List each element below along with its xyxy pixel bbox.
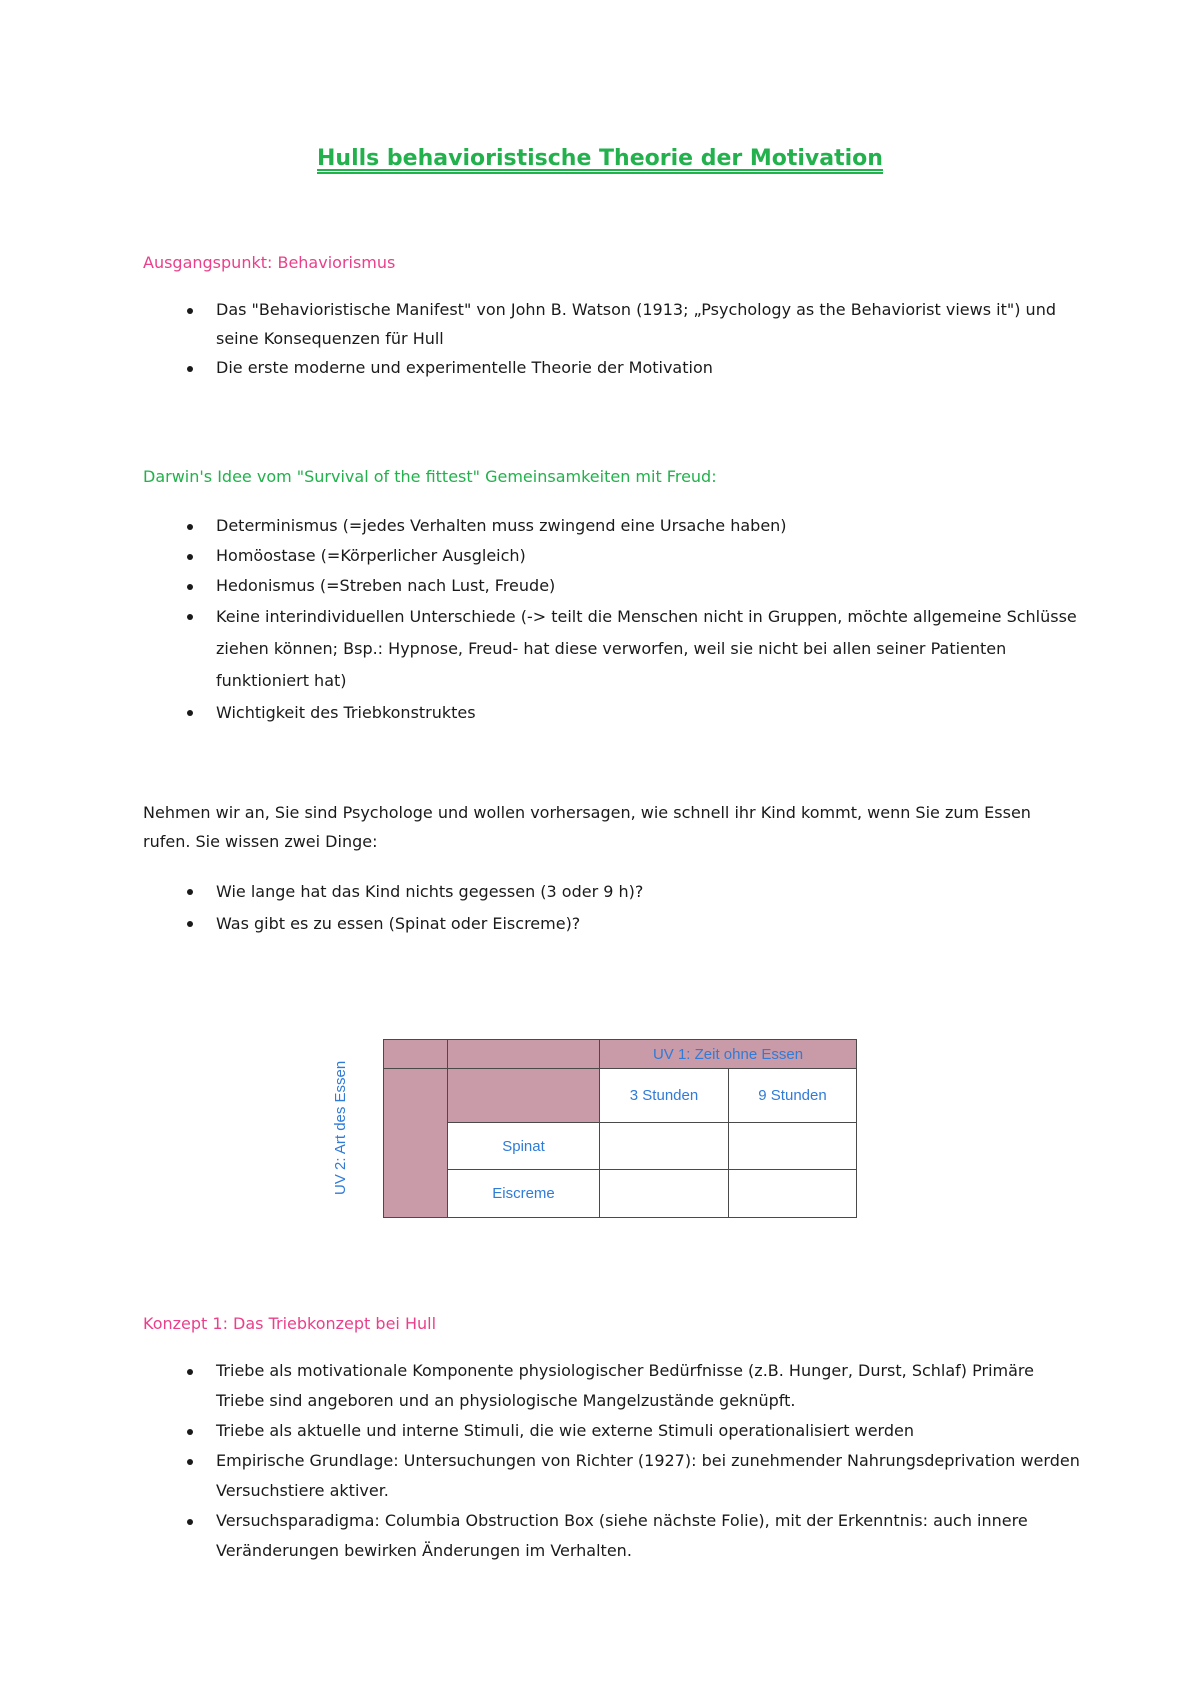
uv1-header: UV 1: Zeit ohne Essen <box>600 1040 857 1069</box>
row-header: Spinat <box>448 1123 600 1170</box>
list-item: Homöostase (=Körperlicher Ausgleich) <box>143 541 1083 571</box>
uv2-side-cell <box>384 1069 448 1218</box>
table-cell <box>600 1170 729 1218</box>
table-corner-cell <box>448 1040 600 1069</box>
section-darwin <box>143 467 1083 728</box>
column-header: 9 Stunden <box>729 1069 857 1123</box>
table-corner-cell <box>384 1040 448 1069</box>
list-item: Wichtigkeit des Triebkonstruktes <box>143 697 1083 728</box>
bullet-list <box>143 1356 1083 1566</box>
table-cell <box>729 1123 857 1170</box>
list-item: Die erste moderne und experimentelle Theorie der Motivation <box>143 353 1083 382</box>
column-header: 3 Stunden <box>600 1069 729 1123</box>
section-triebkonzept <box>143 1314 1083 1566</box>
row-header: Eiscreme <box>448 1170 600 1218</box>
list-item: Was gibt es zu essen (Spinat oder Eiscreme)? <box>143 908 1083 940</box>
table-cell <box>600 1123 729 1170</box>
section-heading: Konzept 1: Das Triebkonzept bei Hull <box>143 1314 437 1333</box>
list-item: Triebe als motivationale Komponente physiologischer Bedürfnisse (z.B. Hunger, Durst, Schlaf) Primäre Triebe sind angeboren und an physiologische Mangelzustände geknüpft. <box>143 1356 1083 1416</box>
bullet-list <box>143 876 1083 940</box>
uv2-axis-label: UV 2: Art des Essen <box>332 1060 349 1195</box>
list-item: Versuchsparadigma: Columbia Obstruction Box (siehe nächste Folie), mit der Erkenntnis: auch innere Veränderungen bewirken Änderungen im Verhalten. <box>143 1506 1083 1566</box>
section-beispiel <box>143 798 1083 940</box>
table-blank-cell <box>448 1069 600 1123</box>
section-heading: Ausgangspunkt: Behaviorismus <box>143 253 396 272</box>
document-title: Hulls behavioristische Theorie der Motivation <box>317 146 883 171</box>
table-cell <box>729 1170 857 1218</box>
section-ausgangspunkt <box>143 253 1083 382</box>
list-item: Empirische Grundlage: Untersuchungen von Richter (1927): bei zunehmender Nahrungsdeprivation werden Versuchstiere aktiver. <box>143 1446 1083 1506</box>
bullet-list <box>143 511 1083 728</box>
bullet-list <box>143 295 1083 382</box>
section-heading: Darwin's Idee vom "Survival of the fittest" Gemeinsamkeiten mit Freud: <box>143 467 717 486</box>
list-item: Determinismus (=jedes Verhalten muss zwingend eine Ursache haben) <box>143 511 1083 541</box>
list-item: Keine interindividuellen Unterschiede (-> teilt die Menschen nicht in Gruppen, möchte allgemeine Schlüsse ziehen können; Bsp.: Hypnose, Freud- hat diese verworfen, weil sie nicht bei allen seiner Patienten funktioniert hat) <box>143 601 1083 697</box>
list-item: Hedonismus (=Streben nach Lust, Freude) <box>143 571 1083 601</box>
intro-paragraph: Nehmen wir an, Sie sind Psychologe und wollen vorhersagen, wie schnell ihr Kind kommt, wenn Sie zum Essen rufen. Sie wissen zwei Dinge: <box>143 803 1031 851</box>
list-item: Wie lange hat das Kind nichts gegessen (3 oder 9 h)? <box>143 876 1083 908</box>
list-item: Triebe als aktuelle und interne Stimuli, die wie externe Stimuli operationalisiert werden <box>143 1416 1083 1446</box>
design-table <box>383 1039 857 1218</box>
list-item: Das "Behavioristische Manifest" von John B. Watson (1913; „Psychology as the Behaviorist views it") und seine Konsequenzen für Hull <box>143 295 1083 353</box>
